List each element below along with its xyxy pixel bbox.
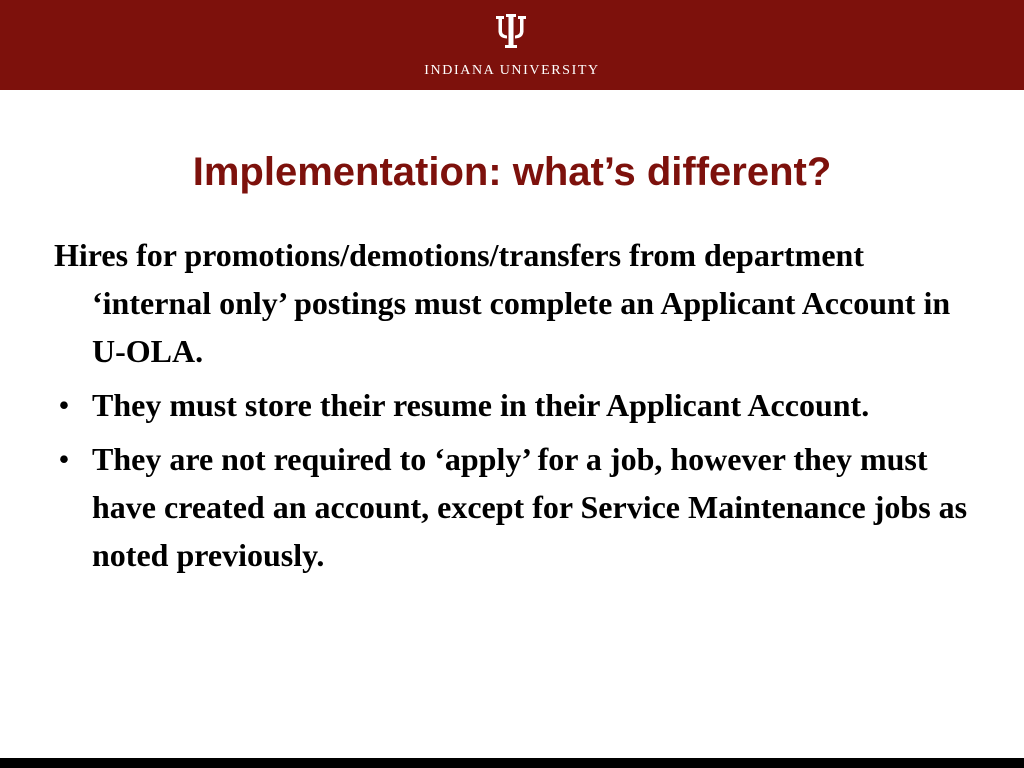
trident-icon — [496, 14, 526, 50]
bullet-marker: • — [58, 441, 70, 477]
bullet-text: They are not required to ‘apply’ for a job, however they must have created an account, except for Service Maintenance jobs as noted previously. — [92, 441, 968, 573]
slide-body — [54, 231, 984, 585]
bullet-marker: • — [58, 387, 70, 423]
footer-bar — [0, 758, 1024, 768]
bullet-text: They must store their resume in their Applicant Account. — [92, 387, 870, 423]
bullet-list — [54, 381, 984, 579]
slide-title: Implementation: what’s different? — [192, 150, 832, 194]
org-name: INDIANA UNIVERSITY — [424, 63, 600, 78]
bullet-item — [54, 435, 984, 579]
intro-paragraph: Hires for promotions/demotions/transfers from department ‘internal only’ postings must complete an Applicant Account in U-OLA. — [54, 237, 951, 369]
header-bar — [0, 0, 1024, 90]
bullet-item — [54, 381, 984, 429]
